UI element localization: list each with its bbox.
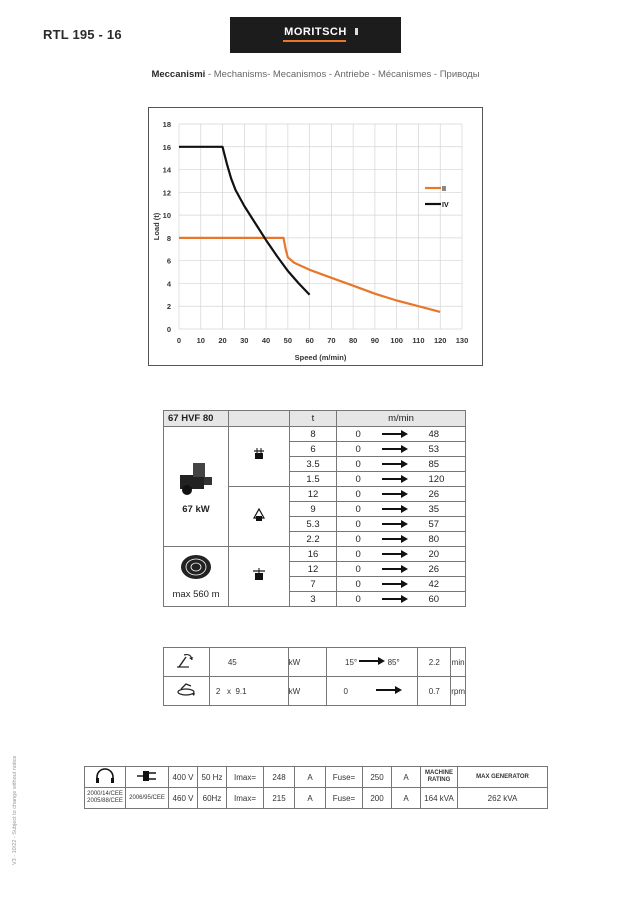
header-blank [229, 411, 290, 427]
max-generator-label: MAX GENERATOR [458, 767, 548, 788]
speed-from: 0 [355, 443, 361, 455]
speed-range [337, 592, 466, 607]
x-tick-label: 40 [261, 336, 271, 345]
fuse-unit-1: A [392, 767, 421, 788]
luffing-icon-cell [164, 648, 210, 677]
speed-from: 0 [355, 518, 361, 530]
speed-from: 0 [355, 503, 361, 515]
y-tick-label: 18 [162, 120, 171, 129]
logo-tag [355, 28, 358, 35]
arrow-icon [382, 580, 408, 588]
x-tick-label: 0 [176, 336, 182, 345]
load-t: 3 [290, 592, 337, 607]
hoist-motor-cell [164, 427, 229, 547]
load-t: 8 [290, 427, 337, 442]
headphones-icon [94, 768, 116, 784]
arrow-icon [382, 595, 408, 603]
legend-label-iv: IV [442, 202, 449, 209]
voltage-2: 460 V [169, 788, 198, 809]
y-tick-label: 16 [162, 142, 171, 152]
x-tick-label: 10 [196, 336, 205, 345]
luffing-icon [175, 651, 197, 671]
imax-1: 248 [264, 767, 295, 788]
hoist-row [164, 427, 466, 442]
arrow-icon [382, 460, 408, 468]
speed-to: 53 [428, 443, 440, 455]
header-t: t [290, 411, 337, 427]
speed-from: 0 [355, 593, 361, 605]
load-t: 12 [290, 562, 337, 577]
arrow-icon [382, 430, 408, 438]
speed-from: 0 [355, 533, 361, 545]
y-axis-label: Load (t) [152, 212, 161, 241]
voltage-1: 400 V [169, 767, 198, 788]
plug-icon [135, 769, 159, 783]
slewing-speed [327, 677, 418, 706]
speed-to: 120 [428, 473, 445, 485]
x-tick-label: 120 [433, 336, 447, 345]
arrow-icon [382, 490, 408, 498]
x-tick-label: 130 [455, 336, 469, 345]
slewing-to: 0.7 [418, 677, 451, 706]
slewing-from: 0 [343, 687, 348, 696]
machine-rating: 164 kVA [421, 788, 458, 809]
hoist-reeving-1-icon [251, 568, 267, 582]
x-tick-label: 90 [370, 336, 380, 345]
speed-to: 85 [428, 458, 440, 470]
noise-norms [85, 788, 126, 809]
arrow-icon [359, 657, 385, 665]
x-axis-label: Speed (m/min) [294, 353, 347, 362]
hoist-reeving-2-icon [251, 448, 267, 462]
load-t: 2.2 [290, 532, 337, 547]
luffing-row [164, 648, 466, 677]
drum-length: max 560 m [172, 589, 220, 600]
slewing-icon-cell [164, 677, 210, 706]
x-tick-label: 30 [240, 336, 249, 345]
y-tick-label: 0 [166, 325, 171, 334]
luffing-power-unit: kW [288, 648, 327, 677]
arrow-icon [382, 445, 408, 453]
speed-range [337, 577, 466, 592]
hoist-model: 67 HVF 80 [164, 411, 229, 427]
load-speed-chart [148, 107, 483, 366]
speed-to: 60 [428, 593, 440, 605]
machine-rating-label: MACHINE RATING [421, 767, 458, 788]
x-tick-label: 100 [390, 336, 403, 345]
speed-range [337, 442, 466, 457]
noise-icon-cell [85, 767, 126, 788]
imax-unit-1: A [295, 767, 326, 788]
load-t: 3.5 [290, 457, 337, 472]
speed-to: 20 [428, 548, 440, 560]
slewing-x: x [226, 686, 231, 696]
arrow-icon [382, 550, 408, 558]
reeving-cell [229, 427, 290, 487]
frequency-2: 60Hz [198, 788, 227, 809]
x-tick-label: 50 [283, 336, 293, 345]
luffing-angle [327, 648, 418, 677]
speed-range [337, 547, 466, 562]
fuse-unit-2: A [392, 788, 421, 809]
speed-from: 0 [355, 548, 361, 560]
mechanisms-bold: Meccanismi [151, 69, 206, 80]
speed-from: 0 [355, 563, 361, 575]
logo-text: MORITSCH [284, 26, 347, 38]
speed-from: 0 [355, 488, 361, 500]
speed-range [337, 427, 466, 442]
x-tick-label: 20 [218, 336, 227, 345]
fuse-label-2: Fuse= [326, 788, 363, 809]
legend-label-ii: II [442, 186, 446, 193]
speed-from: 0 [355, 428, 361, 440]
arrow-icon [376, 686, 402, 694]
load-t: 16 [290, 547, 337, 562]
power-table [84, 766, 548, 809]
slewing-row [164, 677, 466, 706]
imax-label-1: Imax= [227, 767, 264, 788]
fuse-label-1: Fuse= [326, 767, 363, 788]
drum-cell [164, 547, 229, 607]
norm-1: 2000/14/CEE [87, 791, 123, 797]
norm-2: 2005/88/CEE [87, 798, 123, 804]
x-tick-label: 80 [348, 336, 358, 345]
hoist-table [163, 410, 466, 607]
speed-range [337, 472, 466, 487]
load-t: 7 [290, 577, 337, 592]
imax-2: 215 [264, 788, 295, 809]
arrow-icon [382, 505, 408, 513]
speed-to: 80 [428, 533, 440, 545]
hoist-power: 67 kW [182, 504, 210, 515]
slewing-power: 9.1 [235, 686, 247, 696]
side-note: V3 - 10/22 - Subject to change without notice [12, 755, 18, 865]
hoist-reeving-4-icon [251, 508, 267, 522]
speed-range [337, 517, 466, 532]
mechanisms-heading [0, 69, 631, 80]
speed-range [337, 562, 466, 577]
speed-to: 35 [428, 503, 440, 515]
imax-label-2: Imax= [227, 788, 264, 809]
speed-range [337, 457, 466, 472]
y-tick-label: 2 [166, 302, 171, 312]
speed-to: 26 [428, 488, 440, 500]
speed-range [337, 502, 466, 517]
y-tick-label: 12 [162, 188, 171, 198]
speed-to: 26 [428, 563, 440, 575]
model-title: RTL 195 - 16 [43, 27, 122, 42]
slewing-power-unit: kW [288, 677, 327, 706]
load-t: 6 [290, 442, 337, 457]
x-tick-label: 110 [412, 336, 425, 345]
chart-svg [149, 108, 482, 365]
slewing-icon [175, 680, 197, 700]
slewing-motors [209, 677, 288, 706]
load-t: 1.5 [290, 472, 337, 487]
x-tick-label: 70 [327, 336, 336, 345]
load-t: 9 [290, 502, 337, 517]
y-tick-label: 14 [162, 165, 171, 175]
y-tick-label: 4 [166, 279, 171, 289]
speed-from: 0 [355, 473, 361, 485]
load-t: 5.3 [290, 517, 337, 532]
reeving-cell [229, 547, 290, 607]
fuse-1: 250 [363, 767, 392, 788]
header-speed: m/min [337, 411, 466, 427]
luffing-time-unit: min [451, 648, 466, 677]
arrow-icon [382, 535, 408, 543]
fuse-2: 200 [363, 788, 392, 809]
arrow-icon [382, 520, 408, 528]
luffing-slewing-table [163, 647, 466, 706]
x-tick-label: 60 [305, 336, 314, 345]
speed-to: 57 [428, 518, 440, 530]
plug-icon-cell [126, 767, 169, 788]
arrow-icon [382, 565, 408, 573]
hoist-motor-icon [177, 457, 215, 497]
angle-to: 85° [387, 658, 400, 667]
hoist-row [164, 547, 466, 562]
reeving-cell [229, 487, 290, 547]
y-tick-label: 8 [166, 233, 171, 243]
frequency-1: 50 Hz [198, 767, 227, 788]
logo-underline [283, 40, 346, 42]
max-generator: 262 kVA [458, 788, 548, 809]
speed-to: 48 [428, 428, 440, 440]
load-t: 12 [290, 487, 337, 502]
brand-logo [230, 17, 401, 53]
mechanisms-translations: - Mechanisms- Mecanismos - Antriebe - Mécanismes - Приводы [205, 69, 480, 80]
speed-range [337, 532, 466, 547]
y-tick-label: 10 [162, 211, 171, 221]
speed-from: 0 [355, 578, 361, 590]
imax-unit-2: A [295, 788, 326, 809]
slewing-count: 2 [215, 686, 221, 696]
slewing-unit: rpm [451, 677, 466, 706]
arrow-icon [382, 475, 408, 483]
speed-range [337, 487, 466, 502]
y-tick-label: 6 [166, 256, 171, 266]
speed-to: 42 [428, 578, 440, 590]
cable-drum-icon [177, 552, 215, 582]
luffing-power: 45 [209, 648, 288, 677]
speed-from: 0 [355, 458, 361, 470]
angle-from: 15° [345, 658, 358, 667]
luffing-time: 2.2 [418, 648, 451, 677]
norm-3: 2006/95/CEE [126, 788, 169, 809]
